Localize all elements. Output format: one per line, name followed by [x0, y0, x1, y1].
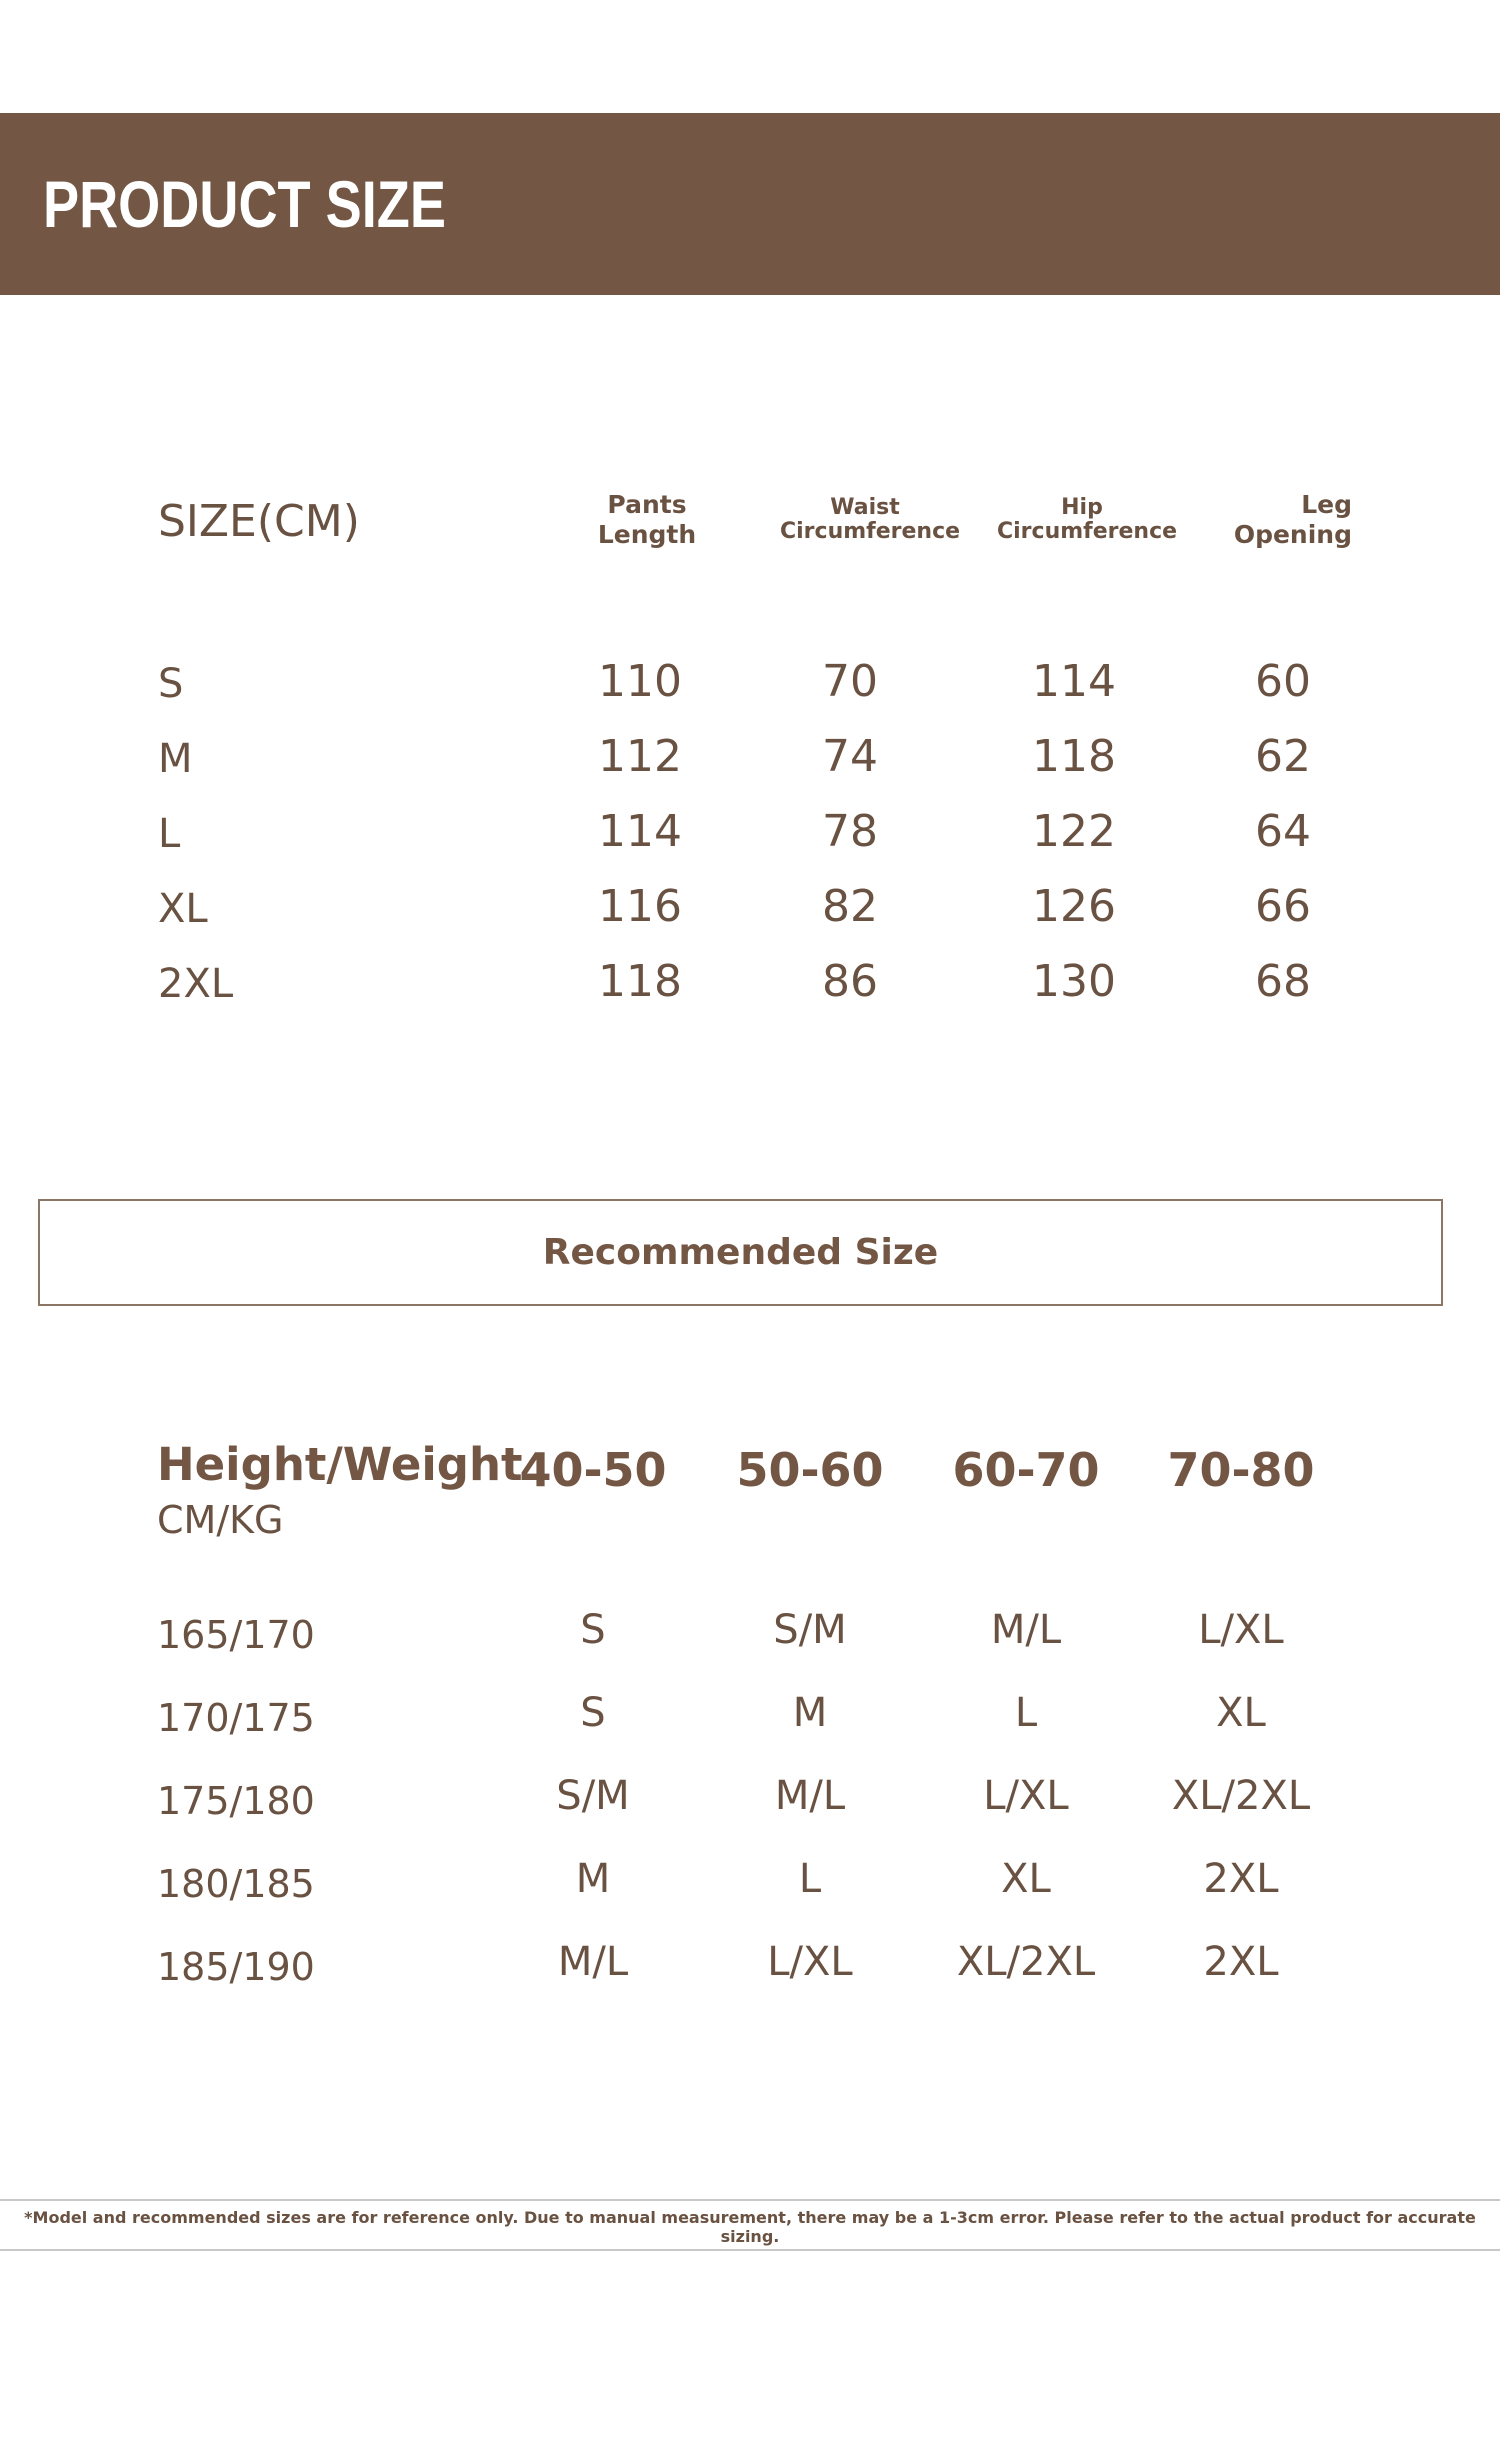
pants-length-value: 116	[598, 881, 682, 932]
waist-value: 82	[822, 881, 878, 932]
col-header-waist: Waist Circumference	[780, 495, 961, 544]
col-header-pants-length: Pants Length	[597, 490, 697, 549]
waist-value: 78	[822, 806, 878, 857]
height-label: 185/190	[157, 1945, 315, 1989]
hip-value: 126	[1032, 881, 1116, 932]
height-weight-unit: CM/KG	[157, 1498, 284, 1542]
recommended-size-label: Recommended Size	[542, 1232, 939, 1273]
height-label: 180/185	[157, 1862, 315, 1906]
recommended-size-value: L/XL	[1198, 1607, 1284, 1653]
height-label: 175/180	[157, 1779, 315, 1823]
size-label: S	[158, 661, 184, 707]
pants-length-value: 118	[598, 956, 682, 1007]
waist-value: 70	[822, 656, 878, 707]
pants-length-value: 110	[598, 656, 682, 707]
pants-length-value: 114	[598, 806, 682, 857]
leg-opening-value: 66	[1255, 881, 1311, 932]
size-table-title: SIZE(CM)	[158, 496, 360, 547]
size-label: L	[158, 811, 181, 857]
page-title: PRODUCT SIZE	[43, 167, 446, 241]
header-banner	[0, 113, 1500, 295]
weight-header: 40-50	[519, 1443, 667, 1497]
recommended-size-value: XL	[1216, 1690, 1266, 1736]
col-header-hip: Hip Circumference	[997, 495, 1178, 544]
recommended-size-value: S	[580, 1607, 606, 1653]
hip-value: 114	[1032, 656, 1116, 707]
recommended-size-value: M	[575, 1856, 611, 1902]
recommended-size-value: M/L	[557, 1939, 629, 1985]
divider-top	[0, 2199, 1500, 2201]
waist-value: 86	[822, 956, 878, 1007]
recommended-size-value: XL/2XL	[1171, 1773, 1311, 1819]
recommended-size-value: S/M	[556, 1773, 630, 1819]
recommended-size-value: S	[580, 1690, 606, 1736]
col-header-leg-opening: Leg Opening	[1233, 490, 1352, 549]
divider-bottom	[0, 2249, 1500, 2251]
size-label: XL	[158, 886, 208, 932]
recommended-size-value: S/M	[773, 1607, 847, 1653]
recommended-size-value: L	[798, 1856, 822, 1902]
disclaimer-note: *Model and recommended sizes are for reference only. Due to manual measurement, there may be a 1-3cm error. Please refer to the actual product for accurate sizing.	[24, 2208, 1476, 2246]
height-label: 170/175	[157, 1696, 315, 1740]
weight-header: 70-80	[1167, 1443, 1315, 1497]
waist-value: 74	[822, 731, 878, 782]
weight-header: 60-70	[952, 1443, 1100, 1497]
leg-opening-value: 68	[1255, 956, 1311, 1007]
size-label: M	[158, 736, 193, 782]
recommended-size-box	[38, 1199, 1443, 1306]
recommended-size-value: XL	[1001, 1856, 1051, 1902]
recommended-size-value: L	[1014, 1690, 1038, 1736]
recommended-size-value: XL/2XL	[956, 1939, 1096, 1985]
leg-opening-value: 60	[1255, 656, 1311, 707]
recommended-size-value: L/XL	[983, 1773, 1069, 1819]
weight-header: 50-60	[736, 1443, 884, 1497]
leg-opening-value: 64	[1255, 806, 1311, 857]
recommended-size-value: 2XL	[1203, 1939, 1279, 1985]
hip-value: 130	[1032, 956, 1116, 1007]
height-label: 165/170	[157, 1613, 315, 1657]
hip-value: 122	[1032, 806, 1116, 857]
recommended-size-value: M	[792, 1690, 828, 1736]
recommended-size-value: M/L	[774, 1773, 846, 1819]
recommended-size-value: 2XL	[1203, 1856, 1279, 1902]
leg-opening-value: 62	[1255, 731, 1311, 782]
height-weight-title: Height/Weight	[157, 1438, 523, 1491]
recommended-size-value: M/L	[990, 1607, 1062, 1653]
recommended-size-value: L/XL	[767, 1939, 853, 1985]
hip-value: 118	[1032, 731, 1116, 782]
pants-length-value: 112	[598, 731, 682, 782]
size-label: 2XL	[158, 961, 234, 1007]
